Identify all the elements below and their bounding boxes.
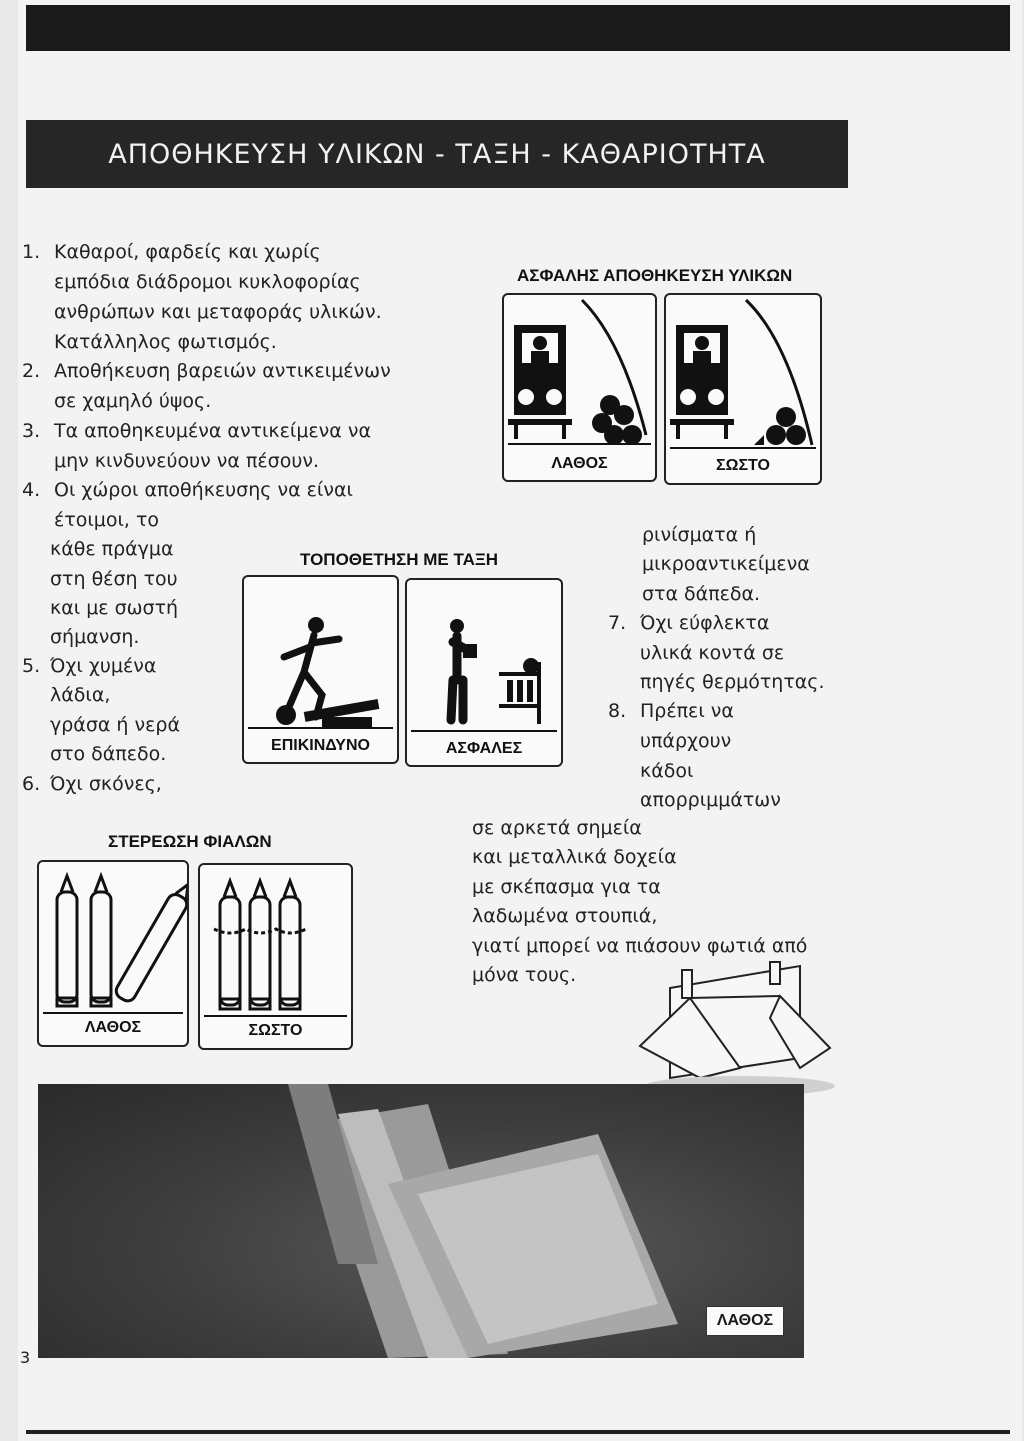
text-line: υπάρχουν xyxy=(640,730,732,752)
text-line: κάθε πράγμα xyxy=(50,538,174,560)
storage-wrong-panel xyxy=(502,293,657,482)
chained-cylinders-pictogram xyxy=(200,865,351,1048)
text-line: στο δάπεδο. xyxy=(50,743,167,765)
cylinders-right-panel xyxy=(198,863,353,1050)
text-line: έτοιμοι, το xyxy=(54,509,160,531)
danger-label: ΕΠΙΚΙΝΔΥΝΟ xyxy=(271,737,370,754)
text-line: μην κινδυνεύουν να πέσουν. xyxy=(54,450,319,472)
text-line: σε αρκετά σημεία xyxy=(472,817,642,839)
orderly-caption: ΤΟΠΟΘΕΤΗΣΗ ΜΕ ΤΑΞΗ xyxy=(300,550,499,569)
orderly-worker-pictogram xyxy=(407,580,561,765)
page-number: 3 xyxy=(20,1348,31,1367)
forklift-right-pictogram xyxy=(666,295,820,483)
text-line: ανθρώπων και μεταφοράς υλικών. xyxy=(54,301,382,323)
text-line: γιατί μπορεί να πιάσουν φωτιά από xyxy=(472,935,808,957)
text-line: απορριμμάτων xyxy=(640,789,781,811)
wrong-label: ΛΑΘΟΣ xyxy=(551,455,608,472)
text-line: μόνα τους. xyxy=(472,964,577,986)
cylinders-wrong-panel xyxy=(37,860,189,1047)
text-line: Οι χώροι αποθήκευσης να είναι xyxy=(54,479,353,501)
item-number-5: 5. xyxy=(22,655,41,677)
item-number-1: 1. xyxy=(22,241,41,263)
text-line: υλικά κοντά σε xyxy=(640,642,785,664)
text-line: μικροαντικείμενα xyxy=(642,553,810,575)
page-title: ΑΠΟΘΗΚΕΥΣΗ ΥΛΙΚΩΝ - ΤΑΞΗ - ΚΑΘΑΡΙΟΤΗΤΑ xyxy=(108,138,766,170)
text-line: Όχι εύφλεκτα xyxy=(640,612,770,634)
text-line: Καθαροί, φαρδείς και χωρίς xyxy=(54,241,321,263)
forklift-wrong-pictogram xyxy=(504,295,655,480)
cylinders-caption: ΣΤΕΡΕΩΣΗ ΦΙΑΛΩΝ xyxy=(108,832,272,851)
title-banner xyxy=(26,120,848,188)
text-line: σήμανση. xyxy=(50,626,140,648)
danger-panel xyxy=(242,575,399,764)
safe-label: ΑΣΦΑΛΕΣ xyxy=(445,740,523,757)
text-line: και μεταλλικά δοχεία xyxy=(472,846,677,868)
text-line: ρινίσματα ή xyxy=(642,524,757,546)
item-number-2: 2. xyxy=(22,360,41,382)
text-line: και με σωστή xyxy=(50,597,179,619)
safe-storage-caption: ΑΣΦΑΛΗΣ ΑΠΟΘΗΚΕΥΣΗ ΥΛΙΚΩΝ xyxy=(517,266,793,285)
safe-panel xyxy=(405,578,563,767)
item-number-3: 3. xyxy=(22,420,41,442)
text-line: στη θέση του xyxy=(50,568,178,590)
text-line: σε χαμηλό ύψος. xyxy=(54,390,212,412)
item-number-7: 7. xyxy=(608,612,627,634)
text-line: Πρέπει να xyxy=(640,700,734,722)
text-line: Τα αποθηκευμένα αντικείμενα να xyxy=(54,420,371,442)
storage-right-panel xyxy=(664,293,822,485)
text-line: λαδωμένα στουπιά, xyxy=(472,905,658,927)
text-line: Όχι χυμένα xyxy=(50,655,157,677)
unsecured-cylinders-pictogram xyxy=(39,862,187,1045)
text-line: Όχι σκόνες, xyxy=(50,773,162,795)
tripping-worker-pictogram xyxy=(244,577,397,762)
text-line: γράσα ή νερά xyxy=(50,714,180,736)
item-number-8: 8. xyxy=(608,700,627,722)
wrong-label: ΛΑΘΟΣ xyxy=(84,1019,142,1036)
text-line: πηγές θερμότητας. xyxy=(640,671,825,693)
item-number-6: 6. xyxy=(22,773,41,795)
text-line: Αποθήκευση βαρειών αντικειμένων xyxy=(54,360,391,382)
bottom-rule xyxy=(26,1430,1010,1434)
text-line: Κατάλληλος φωτισμός. xyxy=(54,331,277,353)
disorderly-sheets-photo xyxy=(38,1084,804,1358)
right-label: ΣΩΣΤΟ xyxy=(716,457,770,474)
text-line: στα δάπεδα. xyxy=(642,583,761,605)
top-dark-band xyxy=(26,5,1010,51)
photo-content xyxy=(38,1084,804,1358)
right-label: ΣΩΣΤΟ xyxy=(248,1022,303,1039)
text-line: με σκέπασμα για τα xyxy=(472,876,661,898)
text-line: κάδοι xyxy=(640,760,694,782)
photo-label: ΛΑΘΟΣ xyxy=(706,1306,784,1336)
text-line: λάδια, xyxy=(50,684,111,706)
text-line: εμπόδια διάδρομοι κυκλοφορίας xyxy=(54,271,361,293)
item-number-4: 4. xyxy=(22,479,41,501)
